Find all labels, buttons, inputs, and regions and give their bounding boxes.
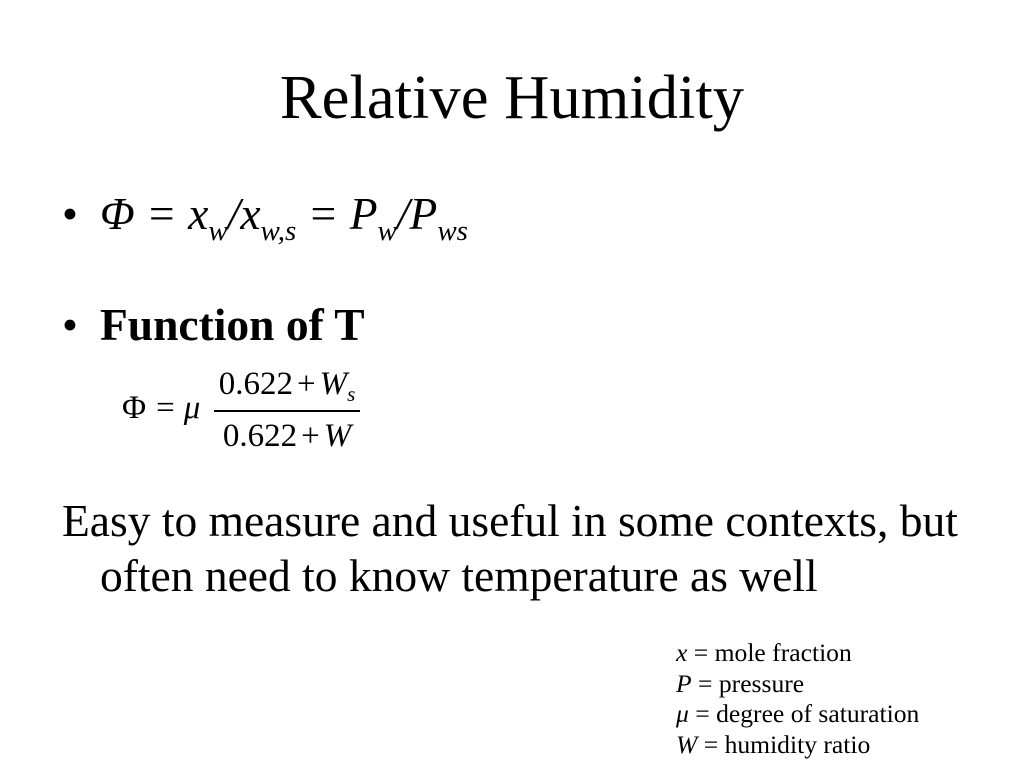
symbol-legend [676,638,919,760]
slide-title: Relative Humidity [279,62,745,132]
legend-definition: = humidity ratio [703,729,871,759]
legend-symbol: W [676,729,698,759]
body-paragraph: Easy to measure and useful in some contexts, but often need to know temperature as well [62,495,958,601]
numerator-variable: W [319,366,348,402]
equation-equals: = [156,390,175,426]
formula-equals: = [307,188,339,239]
equation-numerator [214,366,360,406]
formula-x-saturation-base: x [240,188,261,239]
legend-item [676,669,919,700]
formula-x-base: x [188,188,209,239]
relative-humidity-formula [100,188,468,247]
legend-item [676,638,919,669]
numerator-plus: + [296,366,316,402]
formula-slash: / [396,188,410,239]
formula-phi: Φ [100,188,135,239]
numerator-subscript: s [347,382,356,406]
denominator-plus: + [301,418,320,454]
formula-p-base: P [349,188,378,239]
bullet-marker: • [62,299,78,350]
legend-definition: = pressure [698,668,805,698]
equation-mu: μ [183,390,201,426]
legend-definition: = degree of saturation [695,699,920,728]
formula-p-subscript: w [377,215,397,247]
formula-slash: / [227,188,241,239]
legend-definition: = mole fraction [693,638,852,667]
formula-x-subscript: w [208,215,228,247]
equation-left-side [122,392,200,425]
formula-x-saturation-subscript: w,s [260,215,297,247]
equation-phi: Φ [122,390,147,426]
denominator-constant: 0.622 [222,418,298,454]
equation-fraction [214,368,360,454]
numerator-constant: 0.622 [218,366,293,402]
formula-equals: = [146,188,177,239]
legend-symbol: P [676,668,692,698]
formula-p-saturation-subscript: ws [437,215,468,247]
equation-denominator [214,420,360,453]
bullet-marker: • [62,188,78,239]
denominator-variable: W [323,418,352,454]
bullet-item-relative-humidity-definition [62,188,468,247]
legend-item [676,730,919,761]
legend-item [676,699,919,730]
fraction-bar [214,410,360,412]
bullet-item-function-of-t [62,299,365,350]
bullet-text: Function of T [100,299,365,350]
legend-symbol: μ [676,699,689,728]
formula-p-saturation-base: P [409,188,438,239]
legend-symbol: x [676,638,688,667]
